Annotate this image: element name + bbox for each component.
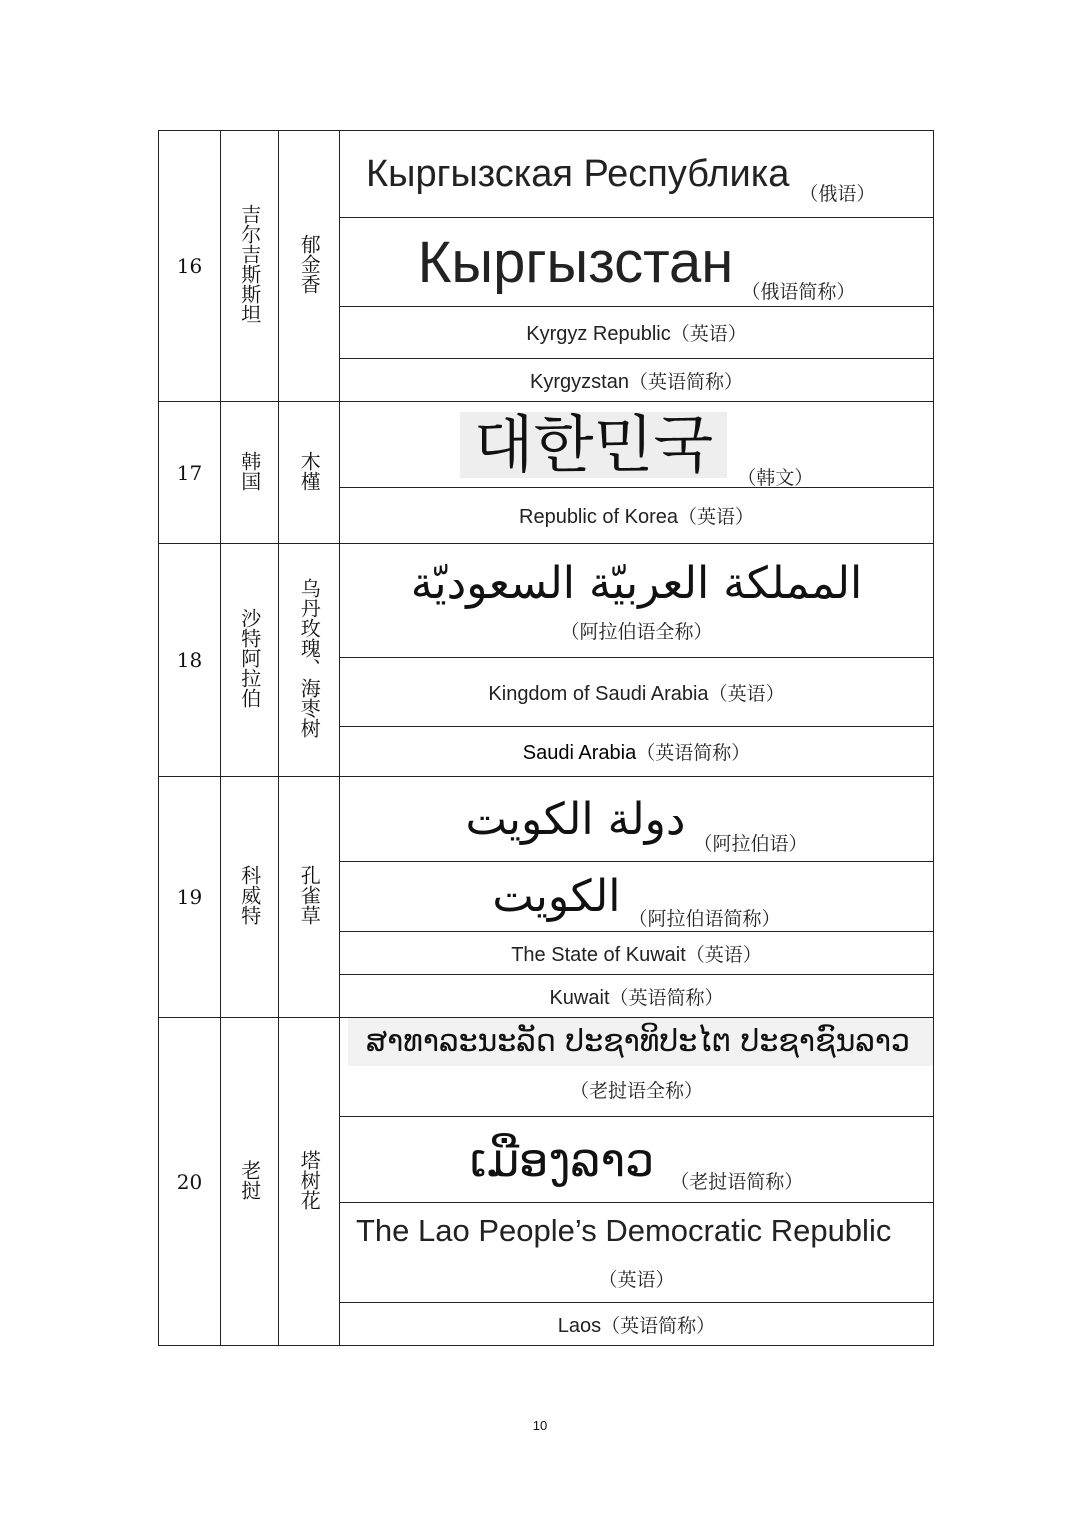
english-name: The State of Kuwait <box>511 943 686 966</box>
country-cell <box>221 544 279 777</box>
language-note: （阿拉伯语全称） <box>560 620 713 643</box>
country-name: 科威特 <box>237 865 262 925</box>
name-cell <box>340 727 934 777</box>
language-note: （英语） <box>685 943 762 966</box>
name-cell <box>340 777 934 862</box>
country-cell <box>221 402 279 544</box>
english-name: Kyrgyz Republic <box>526 323 671 345</box>
row-number: 18 <box>159 544 221 777</box>
row-number: 20 <box>159 1018 221 1346</box>
english-short-name: Kyrgyzstan <box>530 370 629 393</box>
national-flower: 乌丹玫瑰、海枣树 <box>297 578 322 738</box>
language-note: （英语） <box>670 323 747 345</box>
language-note: （俄语） <box>799 182 876 205</box>
english-short-name: Kuwait <box>549 986 610 1009</box>
arabic-name: دولة الكويت <box>465 793 686 845</box>
name-cell <box>340 544 934 658</box>
language-note: （阿拉伯语） <box>693 832 808 855</box>
english-name: The Lao People’s Democratic Republic <box>356 1213 892 1248</box>
language-note: （老挝语全称） <box>569 1080 703 1102</box>
language-note: （老挝语简称） <box>670 1170 804 1193</box>
flower-cell <box>279 402 340 544</box>
language-note: （阿拉伯语简称） <box>628 908 781 930</box>
language-note: （韩文） <box>737 466 814 489</box>
flower-cell <box>279 131 340 402</box>
language-note: （英语简称） <box>636 742 751 764</box>
country-cell <box>221 1018 279 1346</box>
country-cell <box>221 131 279 402</box>
flower-cell <box>279 777 340 1018</box>
row-number: 17 <box>159 402 221 544</box>
row-number: 19 <box>159 777 221 1018</box>
english-short-name: Laos <box>557 1314 602 1337</box>
table-row <box>159 402 934 488</box>
english-name: Republic of Korea <box>519 506 678 528</box>
lao-short-name: ເມືອງລາວ <box>469 1132 655 1187</box>
country-name: 老挝 <box>237 1159 262 1200</box>
name-cell <box>340 359 934 402</box>
language-note: （英语简称） <box>628 370 743 393</box>
name-cell <box>340 658 934 727</box>
name-cell <box>340 488 934 544</box>
name-cell <box>340 1303 934 1346</box>
flower-cell <box>279 544 340 777</box>
english-short-name: Saudi Arabia <box>522 742 637 764</box>
language-note: （英语简称） <box>601 1314 716 1337</box>
name-cell <box>340 131 934 218</box>
language-note: （英语简称） <box>609 986 724 1009</box>
national-flower: 孔雀草 <box>297 865 322 925</box>
table-row <box>159 1018 934 1117</box>
russian-full-name: Кыргызская Республика <box>366 152 790 195</box>
row-number: 16 <box>159 131 221 402</box>
national-flower: 郁金香 <box>297 234 322 294</box>
country-name: 韩国 <box>237 450 262 491</box>
country-name: 吉尔吉斯斯坦 <box>237 204 262 324</box>
lao-full-name: ສາທາລະນະລັດ ປະຊາທິປະໄຕ ປະຊາຊົນລາວ <box>348 1018 933 1066</box>
language-note: （英语） <box>708 682 785 705</box>
name-cell <box>340 1018 934 1117</box>
page-number: 10 <box>532 1418 548 1433</box>
table-row <box>159 777 934 862</box>
name-cell <box>340 402 934 488</box>
name-cell <box>340 1203 934 1303</box>
korean-name: 대한민국 <box>460 412 728 478</box>
country-names-table <box>158 130 934 1346</box>
language-note: （俄语简称） <box>741 280 856 303</box>
english-name: Kingdom of Saudi Arabia <box>488 682 709 705</box>
table-row <box>159 544 934 658</box>
country-cell <box>221 777 279 1018</box>
name-cell <box>340 975 934 1018</box>
language-note: （英语） <box>598 1269 675 1291</box>
table-row <box>159 131 934 218</box>
name-cell <box>340 1117 934 1203</box>
name-cell <box>340 218 934 307</box>
arabic-short-name: الكويت <box>492 871 621 922</box>
name-cell <box>340 932 934 975</box>
country-name: 沙特阿拉伯 <box>237 608 262 708</box>
name-cell <box>340 862 934 932</box>
national-flower: 塔树花 <box>297 1149 322 1210</box>
flower-cell <box>279 1018 340 1346</box>
russian-short-name: Кыргызстан <box>417 229 734 295</box>
arabic-full-name: المملكة العربيّة السعوديّة <box>410 557 863 609</box>
national-flower: 木槿 <box>297 450 322 491</box>
name-cell <box>340 307 934 359</box>
language-note: （英语） <box>677 506 754 528</box>
